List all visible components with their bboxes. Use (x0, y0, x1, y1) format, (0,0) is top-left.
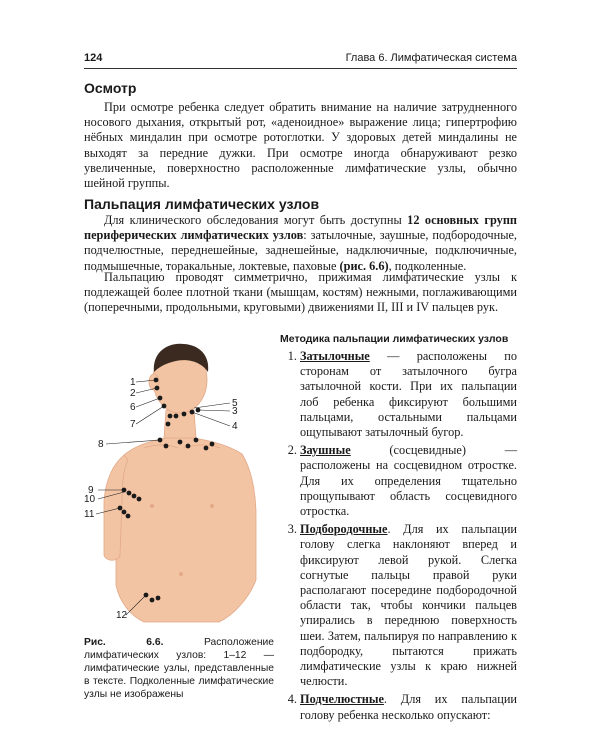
caption-label: Рис. 6.6. (84, 637, 164, 648)
lymph-node-dot (150, 598, 155, 603)
caption-text: Расположение лимфатических узлов: 1–12 — лимфатические узлы, представленные в тексте. Подколенные лимфатические узлы не изображены (84, 637, 274, 700)
method-list (280, 349, 517, 723)
body-silhouette (104, 344, 256, 622)
method-text-1: — расположены по сторонам от затылочного бугра затылочной кости. При их пальпации лоб ребенка фиксируют большими пальцами, остальными пальцами ощупывают затылочный бугор. (300, 349, 517, 440)
palpation-paragraph-2: Пальпацию проводят симметрично, прижимая лимфатические узлы к подлежащей более плотной ткани (мышцам, костям) нежными, поглаживающими (поперечными, продольными, круговыми) движениями II, III и IV пальцев рук. (84, 270, 517, 315)
node-label-10: 10 (84, 494, 96, 505)
boy-illustration (84, 330, 274, 630)
lymph-node-dot (132, 494, 137, 499)
lymph-node-dot (166, 422, 171, 427)
method-item-3 (300, 522, 517, 689)
leader-line (194, 403, 230, 408)
lymph-node-dot (168, 414, 173, 419)
lymph-node-dot (164, 444, 169, 449)
node-label-4: 4 (232, 421, 238, 432)
lymph-node-dot (178, 440, 183, 445)
node-label-3: 3 (232, 406, 238, 417)
running-head (84, 52, 517, 68)
method-term-2: Заушные (300, 443, 351, 458)
leader-line (136, 406, 164, 424)
node-label-12: 12 (116, 610, 128, 621)
section-heading-palpation: Пальпация лимфатических узлов (84, 196, 320, 212)
node-label-11: 11 (84, 509, 95, 520)
method-item-4 (300, 692, 517, 722)
method-text-2: (сосцевидные) — расположены на сосцевидном отростке. Для их определения тщательно прощупывают область сосцевидного отростка. (300, 443, 517, 519)
lymph-node-dot (194, 438, 199, 443)
method-title: Методика пальпации лимфатических узлов (280, 333, 509, 345)
method-item-1 (300, 349, 517, 440)
p1-end: , подколенные. (388, 258, 467, 273)
method-column (280, 333, 517, 726)
node-label-8: 8 (98, 439, 104, 450)
palpation-paragraph-1 (84, 213, 517, 274)
lymph-node-dot (182, 412, 187, 417)
header-rule (84, 68, 517, 69)
node-label-7: 7 (130, 419, 136, 430)
section-heading-inspection: Осмотр (84, 80, 137, 96)
lymph-node-dot (122, 510, 127, 515)
node-label-2: 2 (130, 388, 136, 399)
node-label-9: 9 (88, 485, 94, 496)
p1-bold: 12 основных групп периферических лимфатических узлов (84, 213, 517, 243)
figure-boy-lymph-nodes (84, 330, 274, 630)
node-label-6: 6 (130, 402, 136, 413)
leader-line (192, 412, 230, 426)
lymph-node-dot (186, 444, 191, 449)
lymph-node-dot (127, 491, 132, 496)
lymph-node-dot (174, 414, 179, 419)
lymph-node-dot (210, 442, 215, 447)
lymph-node-dot (126, 514, 131, 519)
leader-line (198, 410, 230, 411)
lymph-node-dot (137, 497, 142, 502)
leader-line (136, 388, 157, 393)
method-term-3: Подбородочные (300, 522, 388, 537)
node-label-5: 5 (232, 398, 238, 409)
method-term-4: Подчелюстные (300, 692, 384, 707)
figure-reference: (рис. 6.6) (339, 258, 389, 273)
inspection-paragraph: При осмотре ребенка следует обратить внимание на наличие затрудненного носового дыхания, открытый рот, «аденоидное» выражение лица; гипертрофию нёбных миндалин при осмотре ротоглотки. У здоровых детей миндалины не выходят за передние дужки. При осмотре иногда обнаруживают резко увеличенные, поверхностно расположенные лимфатические узлы, обычно шейной группы. (84, 100, 517, 191)
method-item-2 (300, 443, 517, 519)
lymph-node-dot (156, 596, 161, 601)
lymph-node-dot (204, 446, 209, 451)
p1-mid: : затылочные, заушные, подбородочные, подчелюстные, переднешейные, заднешейные, надключичные, подключичные, подмышечные, торакальные, локтевые, паховые (84, 228, 517, 273)
method-text-3: . Для их пальпации голову слегка наклоняют вперед и фиксируют левой рукой. Слегка согнутые пальцы правой руки располагают посередине подбородочной области так, чтобы кончики пальцев упирались в переднюю поверхность шеи. Затем, пальпируя по направлению к подбородку, пытаются прижать лимфатические узлы к краю нижней челюсти. (300, 522, 517, 689)
chapter-title: Глава 6. Лимфатическая система (345, 52, 517, 64)
node-label-1: 1 (130, 377, 136, 388)
page-number: 124 (84, 52, 103, 64)
leader-line (136, 398, 160, 407)
p1-start: Для клинического обследования могут быть доступны (104, 213, 408, 227)
method-text-4: . Для их пальпации голову ребенка несколько опускают: (300, 692, 517, 722)
figure-caption (84, 636, 274, 701)
method-term-1: Затылочные (300, 349, 370, 363)
